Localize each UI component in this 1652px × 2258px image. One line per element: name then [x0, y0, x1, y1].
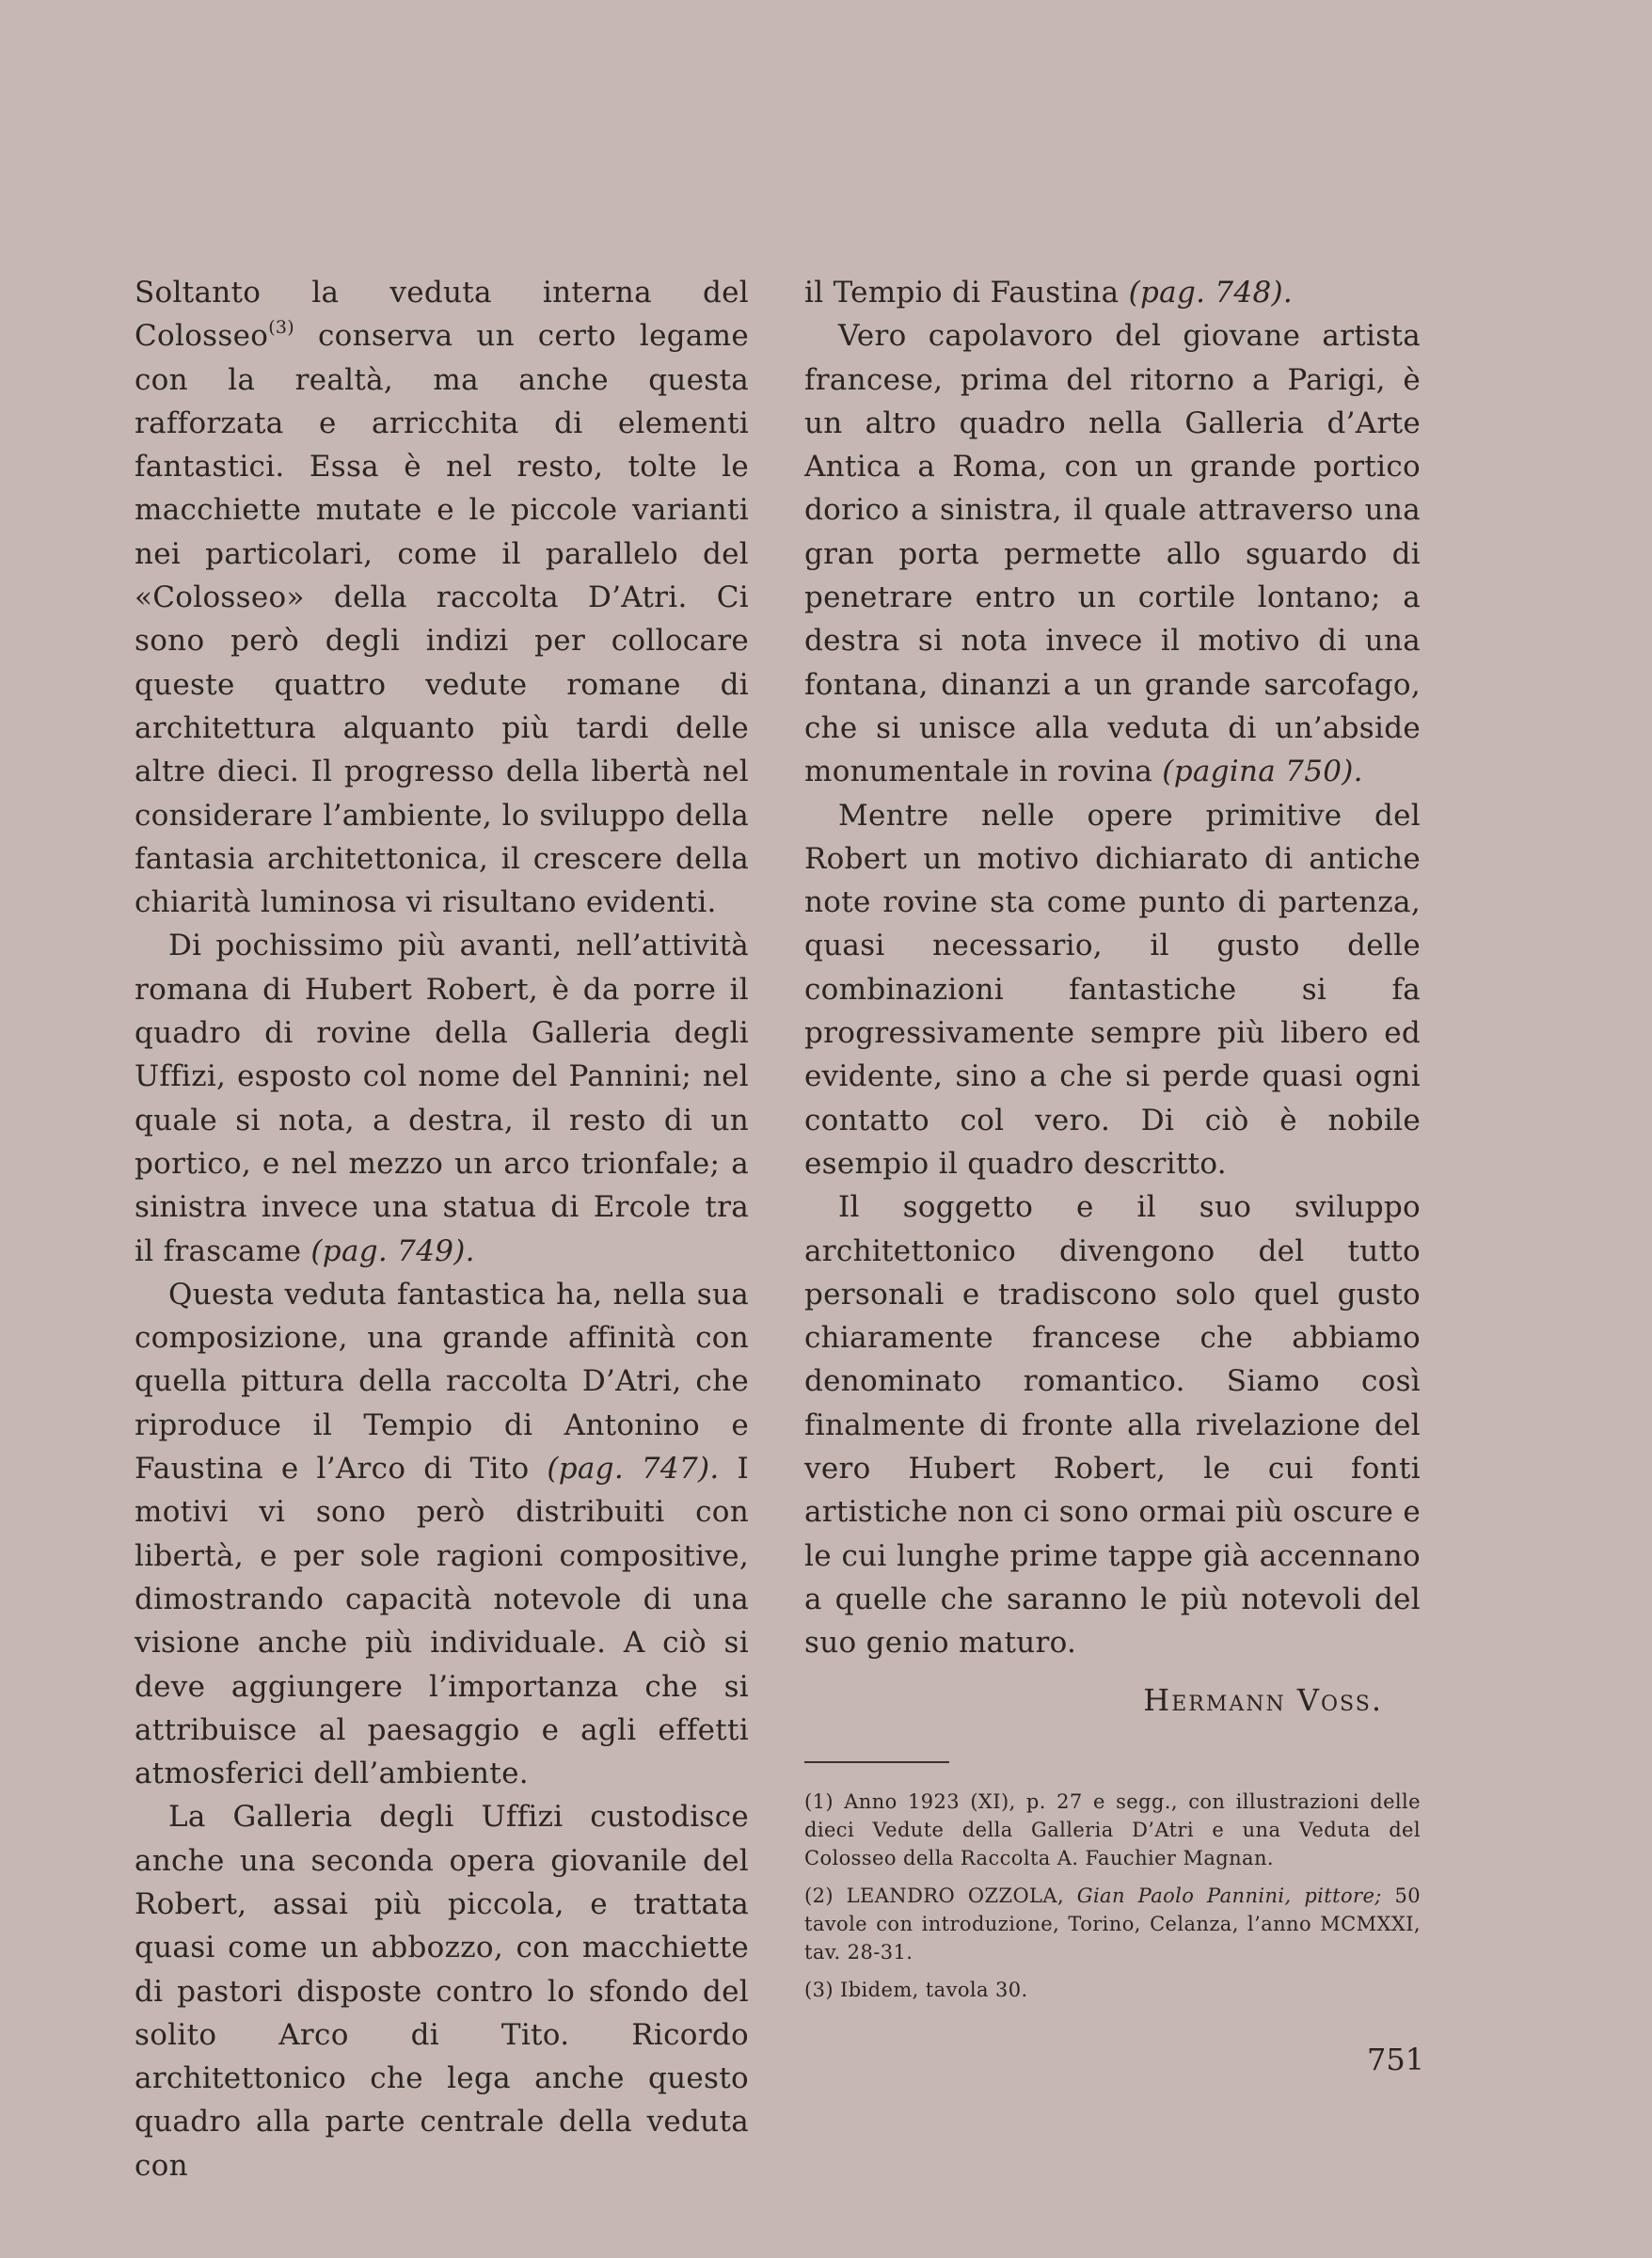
footnote-marker: (3): [268, 317, 295, 339]
paragraph-text: conserva un certo legame con la realtà, ma anche questa rafforzata e arricchita di elementi fantastici. Essa è nel resto, tolte le macchiette mutate e le piccole varianti nei particolari, come il parallelo del «Colosseo» della raccolta D’Atri. Ci sono però degli indizi per collocare queste quattro vedute romane di architettura alquanto più tardi delle altre dieci. Il progresso della libertà nel considerare l’ambiente, lo sviluppo della fantasia architettonica, il crescere della chiarità luminosa vi risultano evidenti.: [135, 319, 749, 920]
paragraph-text: Vero capolavoro del giovane artista francese, prima del ritorno a Parigi, è un altro quadro nella Galleria d’Arte Antica a Roma, con un grande portico dorico a sinistra, il quale attraverso una gran porta permette allo sguardo di penetrare entro un cortile lontano; a destra si nota invece il motivo di una fontana, dinanzi a un grande sarcofago, che si unisce alla veduta di un’abside monumentale in rovina: [804, 319, 1421, 789]
paragraph-text: Il soggetto e il suo sviluppo architettonico divengono del tutto personali e tradiscono solo quel gusto chiaramente francese che abbiamo denominato romantico. Siamo così finalmente di fronte alla rivelazione del vero Hubert Robert, le cui fonti artistiche non ci sono ormai più oscure e le cui lunghe prime tappe già accennano a quelle che saranno le più notevoli del suo genio maturo.: [804, 1190, 1421, 1661]
page-reference: (pagina 750).: [1162, 755, 1363, 789]
left-column: [135, 271, 749, 2187]
footnote-text: 50 tavole con introduzione, Torino, Celanza, l’anno MCMXXI, tav. 28-31.: [804, 1884, 1421, 1964]
footnote: (3) Ibidem, tavola 30.: [804, 1978, 1028, 2001]
paragraph: [804, 1185, 1421, 1664]
paragraph-text: il Tempio di Faustina: [804, 276, 1129, 310]
author-signature: Hermann Voss.: [1143, 1681, 1383, 1718]
paragraph-text: Mentre nelle opere primitive del Robert un motivo dichiarato di antiche note rovine sta come punto di partenza, quasi necessario, il gusto delle combinazioni fantastiche si fa progressivamente sempre più libero ed evidente, sino a che si perde quasi ogni contatto col vero. Di ciò è nobile esempio il quadro descritto.: [804, 798, 1421, 1181]
footnote-divider: [804, 1761, 949, 1763]
paragraph-text: Questa veduta fantastica ha, nella sua composizione, una grande affinità con quella pittura della raccolta D’Atri, che riproduce il Tempio di Antonino e Faustina e l’Arco di Tito: [135, 1277, 749, 1487]
page-reference: (pag. 749).: [310, 1233, 475, 1268]
paragraph: [804, 314, 1421, 793]
paragraph: [135, 1795, 749, 2187]
footnotes: [804, 1788, 1421, 2004]
footnote-title: Gian Paolo Pannini, pittore;: [1076, 1884, 1382, 1907]
page-number: 751: [1367, 2042, 1425, 2077]
paragraph: [804, 794, 1421, 1186]
paragraph-text: Soltanto la veduta interna del Colosseo: [135, 276, 749, 354]
page-reference: (pag. 747).: [547, 1452, 720, 1487]
footnote: (1) Anno 1923 (XI), p. 27 e segg., con illustrazioni delle dieci Vedute della Galleria D’Atri e una Veduta del Colosseo della Raccolta A. Fauchier Magnan.: [804, 1789, 1421, 1869]
footnote: [804, 1882, 1421, 1966]
paragraph: [135, 271, 749, 924]
paragraph: [135, 1273, 749, 1796]
footnote-author: (2) LEANDRO OZZOLA,: [804, 1884, 1077, 1907]
paragraph-text: I motivi vi sono però distribuiti con libertà, e per sole ragioni compositive, dimostrando capacità notevole di una visione anche più individuale. A ciò si deve aggiungere l’importanza che si attribuisce al paesaggio e agli effetti atmosferici dell’ambiente.: [135, 1452, 750, 1791]
right-column: [804, 271, 1421, 2013]
paragraph: [804, 271, 1421, 314]
page-reference: (pag. 748).: [1128, 276, 1294, 310]
paragraph-text: La Galleria degli Uffizi custodisce anche una seconda opera giovanile del Robert, assai più piccola, e trattata quasi come un abbozzo, con macchiette di pastori disposte contro lo sfondo del solito Arco di Tito. Ricordo architettonico che lega anche questo quadro alla parte centrale della veduta con: [135, 1800, 749, 2183]
paragraph: [135, 924, 749, 1272]
paragraph-text: Di pochissimo più avanti, nell’attività romana di Hubert Robert, è da porre il quadro di rovine della Galleria degli Uffizi, esposto col nome del Pannini; nel quale si nota, a destra, il resto di un portico, e nel mezzo un arco trionfale; a sinistra invece una statua di Ercole tra il frascame: [135, 929, 749, 1268]
